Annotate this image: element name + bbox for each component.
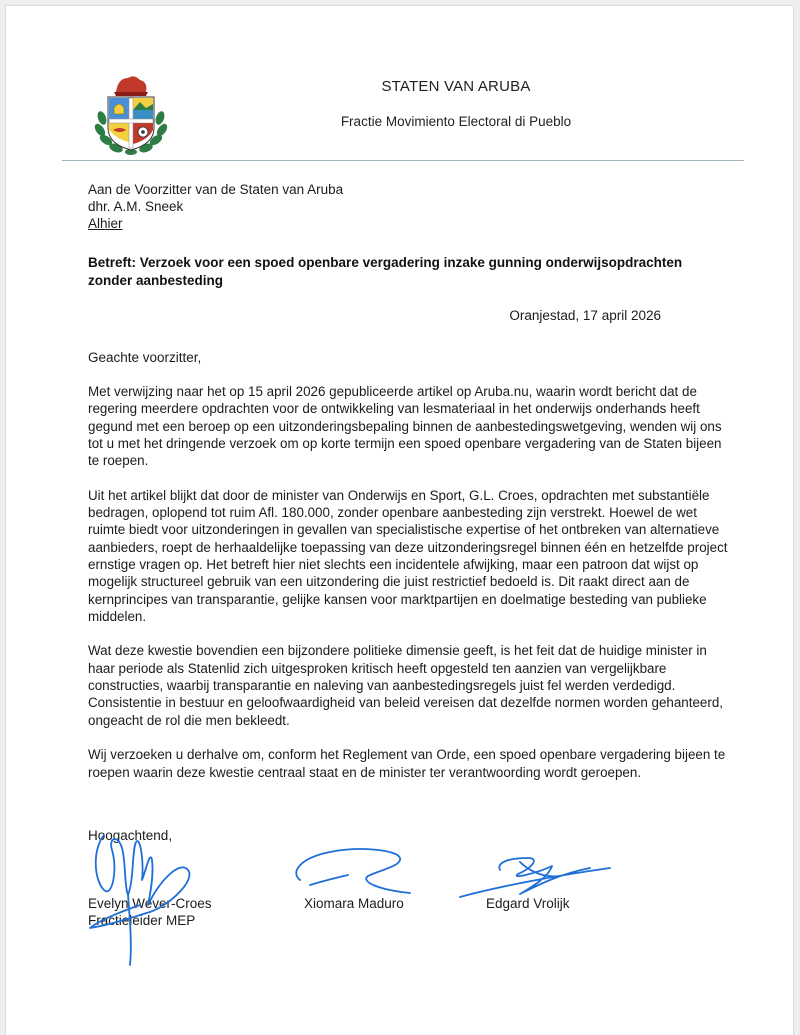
signatory-1-title: Fractieleider MEP [88,913,196,928]
signatory-1 [88,895,212,929]
faction-name: Fractie Movimiento Electoral di Pueblo [340,114,572,129]
coat-of-arms-icon [94,72,168,156]
letter-date: Oranjestad, 17 april 2026 [509,308,661,323]
addressee-line-2: dhr. A.M. Sneek [88,199,184,214]
lion-crest [114,76,148,96]
letter-body [88,383,728,798]
addressee-line-1: Aan de Voorzitter van de Staten van Aruba [88,182,344,197]
paragraph-3: Wat deze kwestie bovendien een bijzondere politieke dimensie geeft, is het feit dat de huidige minister in haar periode als Statenlid zich uitgesproken kritisch heeft opgesteld ten aanzien van vergelijkbare constructies, waarbij transparantie en naleving van aanbestedingsregels juist fel werden verdedigd. Consistentie in bestuur en geloofwaardigheid van beleid vereisen dat dezelfde normen worden gehanteerd, ongeacht de rol die men bekleedt. [88,643,723,728]
addressee-block [88,181,343,232]
signatory-3 [486,895,570,912]
addressee-line-3: Alhier [88,216,123,231]
header-divider [62,160,744,161]
subject-line: Betreft: Verzoek voor een spoed openbare vergadering inzake gunning onderwijsopdrachten zonder aanbesteding [88,255,683,288]
closing: Hoogachtend, [88,828,173,843]
signatory-3-name: Edgard Vrolijk [486,896,570,911]
paragraph-1: Met verwijzing naar het op 15 april 2026 gepubliceerde artikel op Aruba.nu, waarin wordt bericht dat de regering meerdere opdrachten voor de ontwikkeling van lesmateriaal in het onderwijs onderhands heeft gegund met een beroep op een uitzonderingsbepaling binnen de aanbestedingswetgeving, wenden wij ons tot u met het dringende verzoek om op korte termijn een spoed openbare vergadering van de Staten bijeen te roepen. [88,384,722,469]
paragraph-2: Uit het artikel blijkt dat door de minister van Onderwijs en Sport, G.L. Croes, opdrachten met substantiële bedragen, oplopend tot ruim Afl. 180.000, zonder openbare aanbesteding zijn verstrekt. Hoewel de wet ruimte biedt voor uitzonderingen in gevallen van specialistische expertise of het ontbreken van alternatieve aanbieders, roept de herhaaldelijke toepassing van deze uitzonderingsregel binnen één en hetzelfde project ernstige vragen op. Het betreft hier niet slechts een incidentele afwijking, maar een patroon dat wijst op mogelijk structureel gebruik van een uitzondering die juist restrictief bedoeld is. Dit raakt direct aan de kernprincipes van transparantie, gelijke kansen voor marktpartijen en doelmatige besteding van publieke middelen. [88,487,728,624]
letter-page [5,5,794,1035]
salutation: Geachte voorzitter, [88,350,202,365]
organization-name: STATEN VAN ARUBA [381,78,531,95]
paragraph-4: Wij verzoeken u derhalve om, conform het Reglement van Orde, een spoed openbare vergadering bijeen te roepen waarin deze kwestie centraal staat en de minister ter verantwoording wordt geroepen. [88,747,726,780]
signatory-2 [304,895,404,912]
signatory-1-name: Evelyn Wever-Croes [88,896,212,911]
signatory-2-name: Xiomara Maduro [304,896,404,911]
